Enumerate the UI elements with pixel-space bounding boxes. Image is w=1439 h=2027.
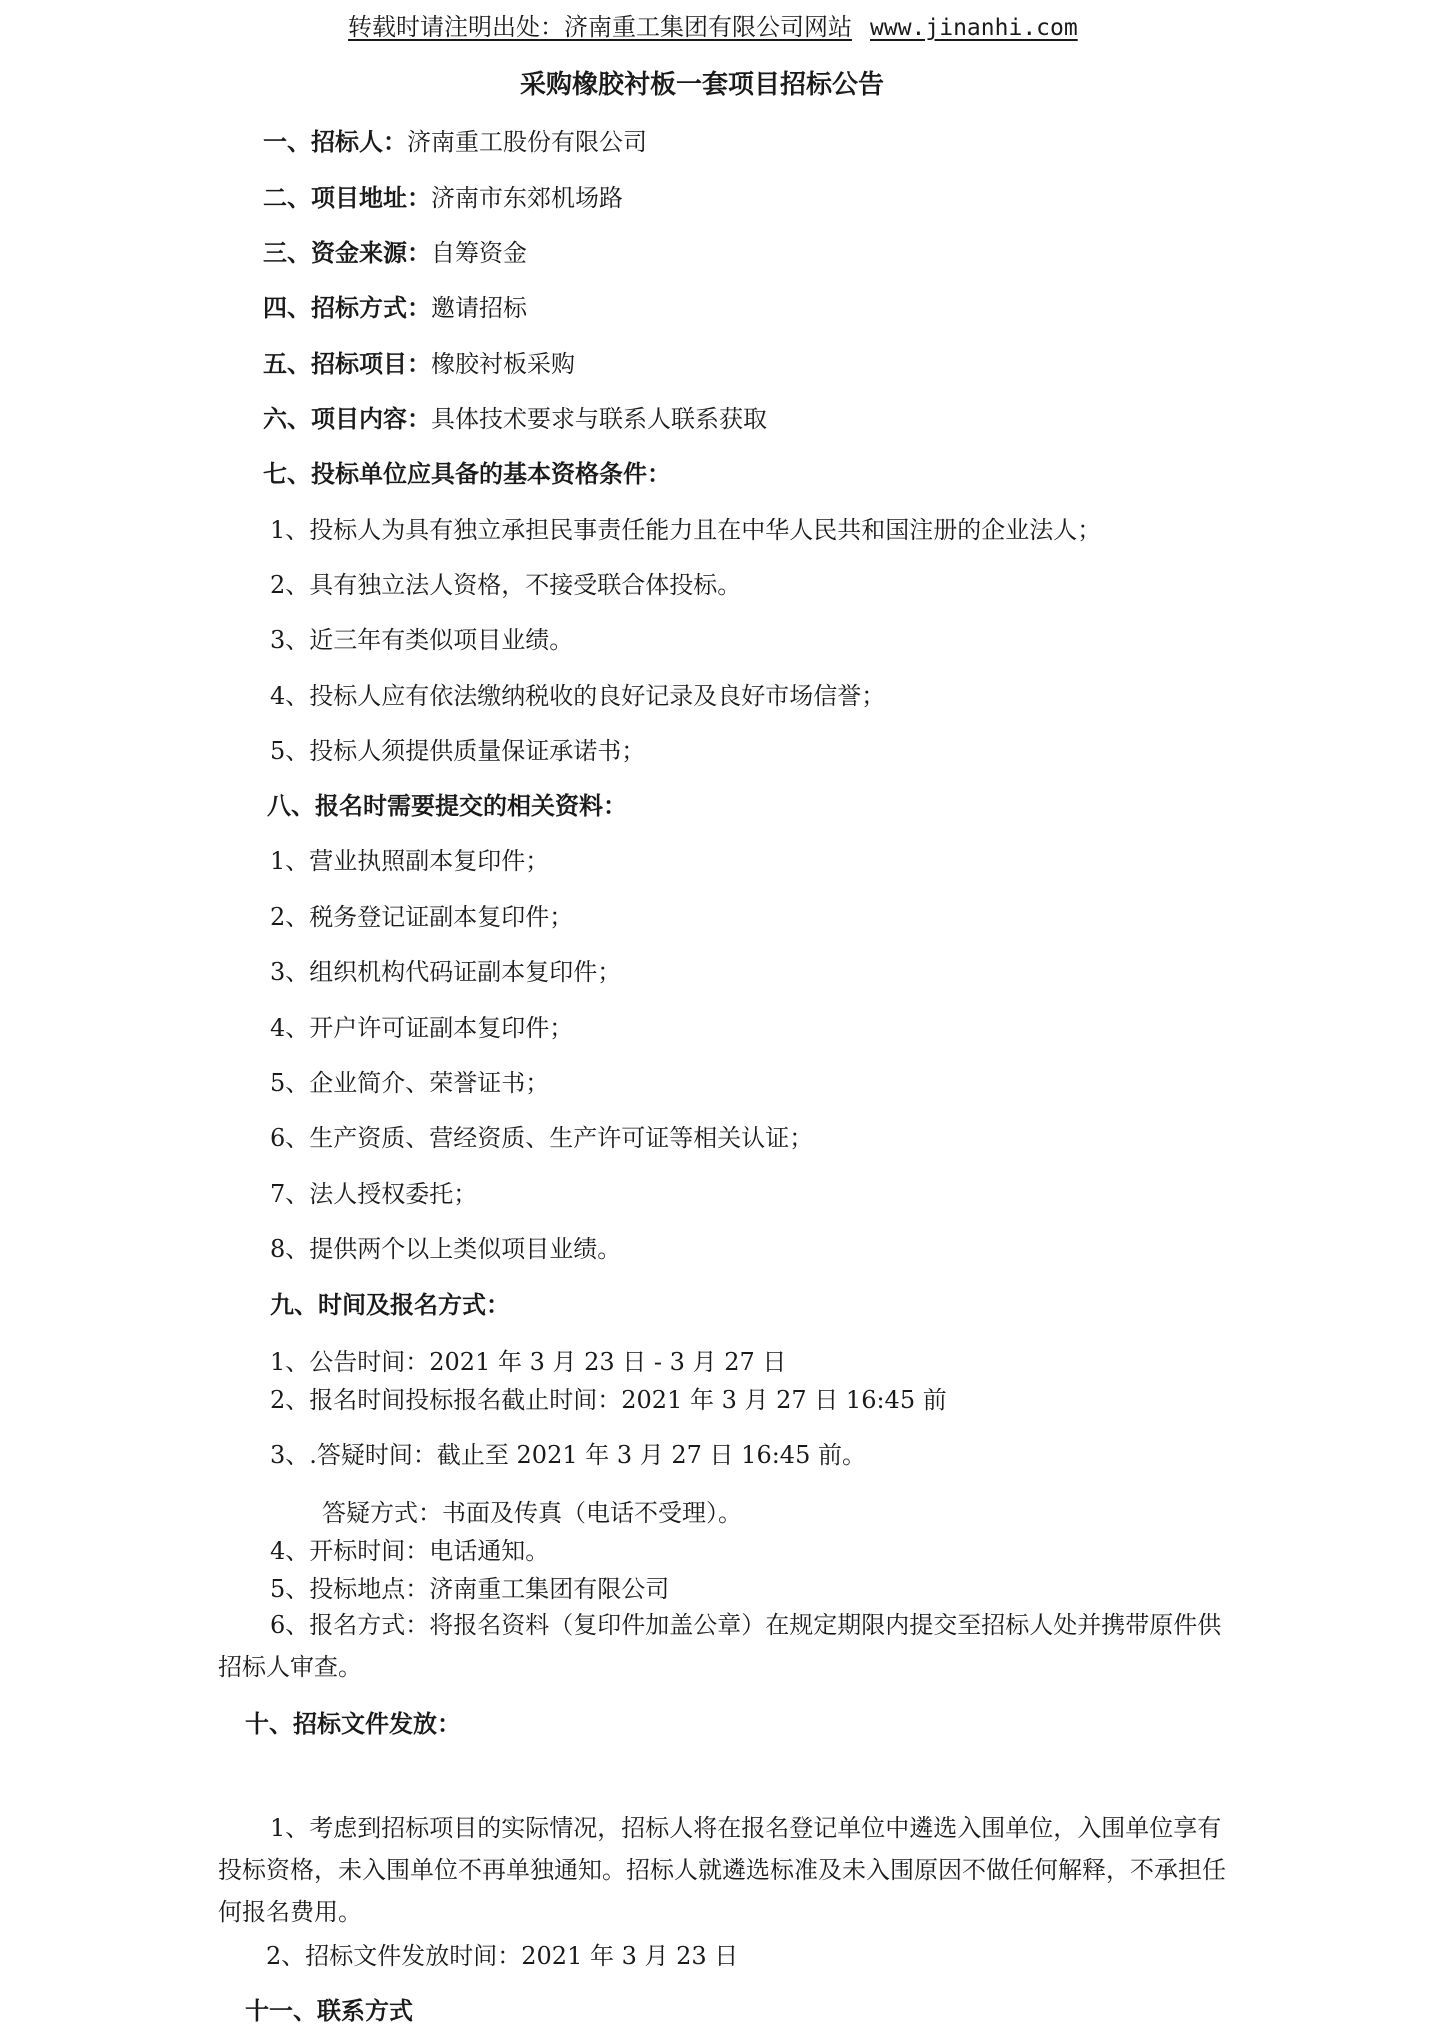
list-item: 3、组织机构代码证副本复印件；	[270, 958, 622, 986]
section-contact-heading: 十一、联系方式	[245, 1996, 413, 2025]
source-line	[348, 12, 1078, 43]
field-value: 具体技术要求与联系人联系获取	[431, 405, 767, 433]
paragraph: 2、招标文件发放时间：2021 年 3 月 23 日	[266, 1942, 739, 1970]
field-value: 济南市东郊机场路	[431, 184, 623, 212]
field-label: 六、项目内容：	[263, 404, 431, 433]
field-fund-source	[263, 238, 527, 268]
list-item: 5、投标人须提供质量保证承诺书；	[270, 737, 646, 765]
field-value: 济南重工股份有限公司	[407, 128, 647, 156]
list-item: 6、报名方式：将报名资料（复印件加盖公章）在规定期限内提交至招标人处并携带原件供招标人审查。	[218, 1611, 1222, 1681]
field-label: 一、招标人：	[263, 127, 407, 156]
list-item: 2、具有独立法人资格，不接受联合体投标。	[270, 571, 742, 599]
list-item: 5、投标地点：济南重工集团有限公司	[270, 1575, 670, 1603]
field-tender-method	[263, 293, 527, 323]
field-tenderer	[263, 127, 647, 157]
field-project-content	[263, 404, 767, 434]
page-title: 采购橡胶衬板一套项目招标公告	[520, 70, 885, 100]
list-item: 4、开标时间：电话通知。	[270, 1537, 550, 1565]
field-value: 邀请招标	[431, 294, 527, 322]
list-item: 7、法人授权委托；	[270, 1180, 478, 1208]
list-item: 1、公告时间：2021 年 3 月 23 日 - 3 月 27 日	[270, 1348, 787, 1376]
list-item: 5、企业简介、荣誉证书；	[270, 1069, 550, 1097]
field-label: 三、资金来源：	[263, 238, 431, 267]
source-url-link[interactable]: www.jinanhi.com	[870, 15, 1078, 41]
list-item: 2、报名时间投标报名截止时间：2021 年 3 月 27 日 16:45 前	[270, 1386, 947, 1414]
list-item: 1、营业执照副本复印件；	[270, 847, 550, 875]
field-label: 四、招标方式：	[263, 293, 431, 322]
field-value: 自筹资金	[431, 239, 527, 267]
list-item: 3、近三年有类似项目业绩。	[270, 626, 574, 654]
field-tender-project	[263, 349, 575, 379]
source-line-text: 转载时请注明出处：济南重工集团有限公司网站	[348, 13, 852, 41]
field-value: 橡胶衬板采购	[431, 350, 575, 378]
list-item: 1、投标人为具有独立承担民事责任能力且在中华人民共和国注册的企业法人；	[270, 516, 1102, 544]
section-schedule-heading: 九、时间及报名方式：	[270, 1290, 510, 1319]
list-item: 8、提供两个以上类似项目业绩。	[270, 1235, 622, 1263]
list-item: 答疑方式：书面及传真（电话不受理）。	[322, 1499, 742, 1527]
section-required-documents-heading: 八、报名时需要提交的相关资料：	[267, 791, 627, 820]
list-item: 4、投标人应有依法缴纳税收的良好记录及良好市场信誉；	[270, 682, 886, 710]
paragraph: 1、考虑到招标项目的实际情况，招标人将在报名登记单位中遴选入围单位，入围单位享有投标资格，未入围单位不再单独通知。招标人就遴选标准及未入围原因不做任何解释，不承担任何报名费用。	[218, 1814, 1226, 1926]
list-item: 6、生产资质、营经资质、生产许可证等相关认证；	[270, 1124, 814, 1152]
field-label: 二、项目地址：	[263, 183, 431, 212]
field-label: 五、招标项目：	[263, 349, 431, 378]
list-item: 2、税务登记证副本复印件；	[270, 903, 574, 931]
section-qualifications-heading: 七、投标单位应具备的基本资格条件：	[263, 459, 671, 488]
field-project-address	[263, 183, 623, 213]
list-item: 3、.答疑时间：截止至 2021 年 3 月 27 日 16:45 前。	[270, 1441, 866, 1469]
section-document-issuance-heading: 十、招标文件发放：	[245, 1709, 461, 1738]
list-item: 4、开户许可证副本复印件；	[270, 1014, 574, 1042]
